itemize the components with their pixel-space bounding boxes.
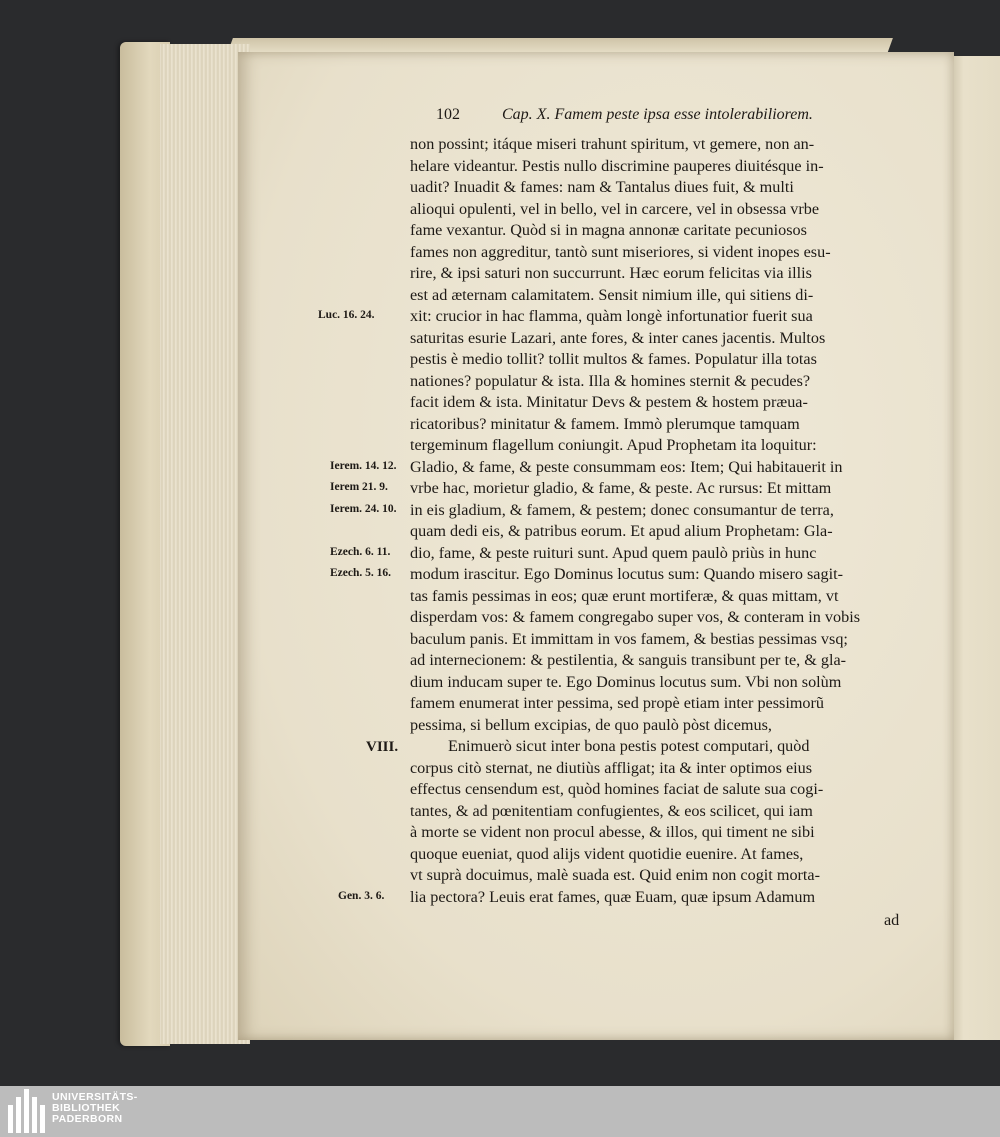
text-line: rire, & ipsi saturi non succurrunt. Hæc eorum felicitas via illis xyxy=(410,264,812,282)
text-line: vt suprà docuimus, malè suada est. Quid enim non cogit morta- xyxy=(410,866,820,884)
text-line: facit idem & ista. Minitatur Devs & pestem & hostem præua- xyxy=(410,393,808,411)
text-line: est ad æternam calamitatem. Sensit nimium ille, qui sitiens di- xyxy=(410,285,814,304)
text-line: helare videantur. Pestis nullo discrimine pauperes diuitésque in- xyxy=(410,156,824,175)
text-line: baculum panis. Et immittam in vos famem, & bestias pessimas vsq; xyxy=(410,629,848,648)
margin-reference: Ezech. 6. 11. xyxy=(330,545,391,558)
text-line: corpus citò sternat, ne diutiùs affligat; ita & inter optimos eius xyxy=(410,758,813,777)
text-line: xit: crucior in hac flamma, quàm longè infortunatior fuerit sua xyxy=(410,307,813,325)
text-line: alioqui opulenti, vel in bello, vel in carcere, vel in obsessa vrbe xyxy=(410,199,820,218)
text-line: tas famis pessimas in eos; quæ erunt mortiferæ, & quas mittam, vt xyxy=(410,586,839,605)
text-line: pessima, si bellum excipias, de quo paulò pòst dicemus, xyxy=(410,715,772,734)
text-line: modum irascitur. Ego Dominus locutus sum: Quando misero sagit- xyxy=(410,565,843,583)
text-line: fame vexantur. Quòd si in magna annonæ caritate pecuniosos xyxy=(410,221,807,239)
facing-page-edge xyxy=(948,56,1000,1040)
section-number: VIII. xyxy=(366,739,399,755)
text-line: effectus censendum est, quòd homines faciat de salute sua cogi- xyxy=(410,780,824,798)
library-logo-text xyxy=(52,1092,138,1125)
book-page xyxy=(238,52,954,1040)
margin-reference: Ierem 21. 9. xyxy=(330,481,388,493)
running-title: Cap. X. Famem peste ipsa esse intolerabiliorem. xyxy=(502,106,813,123)
text-line: famem enumerat inter pessima, sed propè etiam inter pessimorũ xyxy=(410,694,824,712)
text-line: tantes, & ad pœnitentiam confugientes, & eos scilicet, qui iam xyxy=(410,801,813,820)
text-line: dium inducam super te. Ego Dominus locutus sum. Vbi non solùm xyxy=(410,672,842,691)
text-line: disperdam vos: & famem congregabo super vos, & conteram in vobis xyxy=(410,608,861,626)
text-line: Gladio, & fame, & peste consummam eos: Item; Qui habitauerit in xyxy=(410,457,843,476)
margin-reference: Ezech. 5. 16. xyxy=(330,567,392,579)
page-fore-edge xyxy=(160,44,250,1044)
logo-line-1: UNIVERSITÄTS- xyxy=(52,1091,138,1103)
text-line: ricatoribus? minitatur & famem. Immò plerumque tamquam xyxy=(410,414,800,433)
text-line: Enimuerò sicut inter bona pestis potest computari, quòd xyxy=(448,737,810,755)
text-line: tergeminum flagellum coniungit. Apud Prophetam ita loquitur: xyxy=(410,436,817,454)
text-line: fames non aggreditur, tantò sunt miseriores, si vident inopes esu- xyxy=(410,242,831,261)
text-line: in eis gladium, & famem, & pestem; donec consumantur de terra, xyxy=(410,500,834,519)
margin-reference: Ierem. 14. 12. xyxy=(330,459,397,472)
margin-reference: Ierem. 24. 10. xyxy=(330,502,397,515)
footer-bar xyxy=(0,1086,1000,1137)
page-number: 102 xyxy=(436,106,460,123)
logo-line-3: PADERBORN xyxy=(52,1113,123,1125)
text-line: pestis è medio tollit? tollit multos & fames. Populatur illa totas xyxy=(410,350,817,368)
text-line: saturitas esurie Lazari, ante fores, & inter canes jacentis. Multos xyxy=(410,328,826,347)
text-line: à morte se vident non procul abesse, & illos, qui timent ne sibi xyxy=(410,823,815,841)
library-logo-icon xyxy=(8,1089,46,1133)
text-line: quoque eueniat, quod alijs vident quotidie euenire. At fames, xyxy=(410,844,804,863)
text-line: non possint; itáque miseri trahunt spiritum, vt gemere, non an- xyxy=(410,135,815,153)
margin-reference: Luc. 16. 24. xyxy=(318,309,375,321)
catchword: ad xyxy=(884,911,900,929)
text-line: vrbe hac, morietur gladio, & fame, & peste. Ac rursus: Et mittam xyxy=(410,479,832,497)
text-line: dio, fame, & peste ruituri sunt. Apud quem paulò priùs in hunc xyxy=(410,543,817,562)
logo-line-2: BIBLIOTHEK xyxy=(52,1102,121,1114)
text-line: ad internecionem: & pestilentia, & sanguis transibunt per te, & gla- xyxy=(410,651,847,669)
text-line: quam dedi eis, & patribus eorum. Et apud alium Prophetam: Gla- xyxy=(410,522,833,540)
running-header xyxy=(436,104,813,125)
text-line: uadit? Inuadit & fames: nam & Tantalus diues fuit, & multi xyxy=(410,178,794,196)
margin-reference: Gen. 3. 6. xyxy=(338,889,385,902)
text-line: nationes? populatur & ista. Illa & homines sternit & pecudes? xyxy=(410,371,811,390)
text-line: lia pectora? Leuis erat fames, quæ Euam, quæ ipsum Adamum xyxy=(410,887,816,906)
